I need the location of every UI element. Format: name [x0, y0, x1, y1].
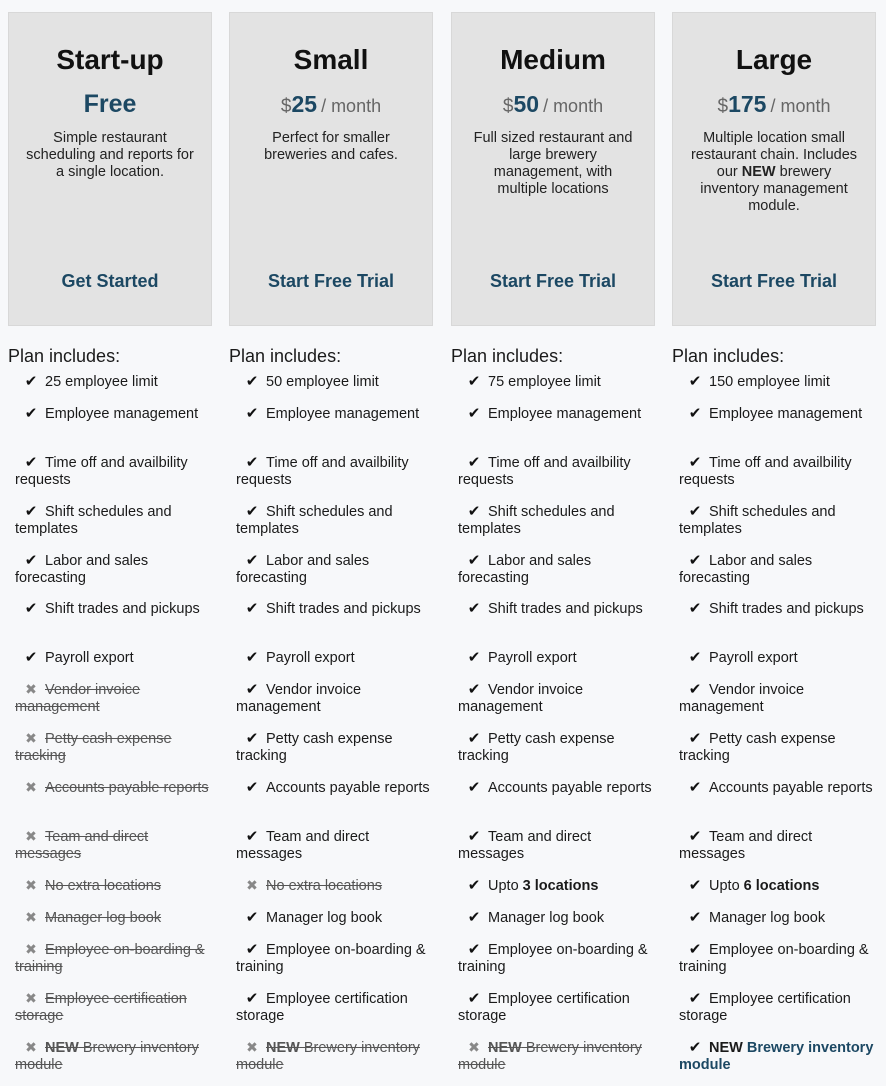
- new-badge-text: NEW: [709, 1040, 743, 1056]
- feature-item: [679, 828, 879, 863]
- feature-item: [458, 779, 658, 797]
- feature-item: [15, 405, 215, 423]
- check-icon: ✔: [24, 405, 38, 422]
- feature-item: [458, 730, 658, 765]
- plan-name: Large: [735, 44, 813, 75]
- feature-highlight: 6 locations: [743, 878, 820, 894]
- feature-text: [45, 650, 134, 666]
- plan-card: [8, 12, 212, 326]
- feature-label: Brewery inventory module: [236, 1040, 420, 1073]
- feature-label: Payroll export: [488, 650, 577, 666]
- feature-text: [45, 374, 158, 390]
- price-free: Free: [83, 90, 137, 118]
- feature-item: [679, 373, 879, 391]
- feature-text: [266, 650, 355, 666]
- check-icon: ✔: [467, 405, 481, 422]
- feature-label: Employee on-boarding & training: [236, 942, 426, 975]
- price-period: / month: [543, 96, 604, 116]
- feature-label: Team and direct messages: [679, 829, 813, 862]
- check-icon: ✔: [245, 730, 259, 747]
- cross-icon: ✖: [25, 990, 37, 1006]
- feature-label: Labor and sales forecasting: [458, 553, 592, 586]
- feature-label: 25 employee limit: [45, 374, 158, 390]
- feature-label: Manager log book: [709, 910, 826, 926]
- feature-text: [709, 910, 825, 926]
- feature-label: Time off and availbility requests: [679, 455, 852, 488]
- check-icon: ✔: [467, 600, 481, 617]
- feature-label: Time off and availbility requests: [15, 455, 188, 488]
- plan-name: Medium: [500, 44, 606, 75]
- feature-item: [458, 373, 658, 391]
- feature-label: Shift schedules and templates: [679, 504, 836, 537]
- feature-item: [15, 909, 215, 927]
- feature-label: No extra locations: [266, 878, 383, 894]
- feature-label: Shift trades and pickups: [488, 601, 643, 617]
- feature-label: Time off and availbility requests: [236, 455, 409, 488]
- price-currency: $: [717, 96, 729, 117]
- feature-text: [709, 780, 873, 796]
- plan-card: [672, 12, 876, 326]
- feature-text: [45, 406, 198, 422]
- feature-text: [266, 878, 382, 894]
- feature-item: [236, 941, 436, 976]
- feature-label: Labor and sales forecasting: [15, 553, 149, 586]
- new-badge-text: NEW: [488, 1040, 522, 1056]
- feature-label: Employee certification storage: [236, 991, 408, 1024]
- feature-item: [236, 877, 436, 895]
- feature-label: Manager log book: [45, 910, 162, 926]
- price-amount: 25: [291, 91, 318, 117]
- feature-text: [458, 991, 630, 1024]
- check-icon: ✔: [467, 373, 481, 390]
- plan-description-text: brewery inventory management module.: [700, 164, 848, 214]
- plan-price: [9, 87, 211, 125]
- plan-name: Small: [293, 44, 369, 75]
- new-badge-text: NEW: [266, 1040, 300, 1056]
- price-period: / month: [770, 96, 831, 116]
- price-amount: 175: [728, 91, 767, 117]
- plan-description: [689, 130, 859, 215]
- check-icon: ✔: [688, 454, 702, 471]
- feature-label: Labor and sales forecasting: [679, 553, 813, 586]
- check-icon: ✔: [688, 681, 702, 698]
- feature-label: Petty cash expense tracking: [458, 731, 615, 764]
- feature-item: [15, 730, 215, 765]
- plan-card: [451, 12, 655, 326]
- feature-item: [236, 730, 436, 765]
- check-icon: ✔: [688, 405, 702, 422]
- feature-text: [488, 910, 604, 926]
- feature-text: [45, 910, 161, 926]
- feature-text: [709, 374, 830, 390]
- check-icon: ✔: [467, 503, 481, 520]
- feature-item: [15, 503, 215, 538]
- feature-label: Petty cash expense tracking: [236, 731, 393, 764]
- check-icon: ✔: [245, 909, 259, 926]
- feature-label: Payroll export: [45, 650, 134, 666]
- feature-item: [458, 877, 658, 895]
- feature-label: No extra locations: [45, 878, 162, 894]
- feature-item: [236, 1039, 436, 1074]
- price-currency: $: [280, 96, 292, 117]
- start-free-trial-button[interactable]: Start Free Trial: [489, 271, 617, 291]
- check-icon: ✔: [467, 681, 481, 698]
- check-icon: ✔: [688, 552, 702, 569]
- feature-item: [458, 649, 658, 667]
- cross-icon: ✖: [246, 1039, 258, 1055]
- check-icon: ✔: [467, 828, 481, 845]
- feature-item: [679, 600, 879, 618]
- price-amount: 50: [513, 91, 540, 117]
- feature-text: [679, 942, 869, 975]
- check-icon: ✔: [245, 405, 259, 422]
- feature-item: [236, 552, 436, 587]
- feature-label: Employee management: [709, 406, 863, 422]
- cross-icon: ✖: [25, 941, 37, 957]
- start-free-trial-button[interactable]: Start Free Trial: [267, 271, 395, 291]
- feature-text: [236, 942, 426, 975]
- feature-text: [488, 780, 652, 796]
- check-icon: ✔: [688, 373, 702, 390]
- check-icon: ✔: [245, 941, 259, 958]
- feature-label: Shift schedules and templates: [458, 504, 615, 537]
- check-icon: ✔: [688, 909, 702, 926]
- feature-item: [458, 909, 658, 927]
- feature-text: [15, 455, 188, 488]
- check-icon: ✔: [245, 681, 259, 698]
- feature-label: Shift schedules and templates: [15, 504, 172, 537]
- feature-item: [15, 681, 215, 716]
- cross-icon: ✖: [25, 681, 37, 697]
- feature-text: [45, 601, 200, 617]
- feature-text: [266, 406, 419, 422]
- feature-item: [15, 649, 215, 667]
- feature-text: [488, 374, 601, 390]
- new-badge-text: NEW: [741, 164, 776, 180]
- cross-icon: ✖: [25, 828, 37, 844]
- feature-text: [45, 780, 209, 796]
- feature-text: [236, 455, 409, 488]
- check-icon: ✔: [245, 503, 259, 520]
- feature-item: [679, 779, 879, 797]
- feature-label: Team and direct messages: [236, 829, 370, 862]
- feature-label: Shift schedules and templates: [236, 504, 393, 537]
- plan-name: Start-up: [56, 44, 164, 75]
- check-icon: ✔: [24, 552, 38, 569]
- check-icon: ✔: [688, 503, 702, 520]
- cross-icon: ✖: [25, 1039, 37, 1055]
- cross-icon: ✖: [25, 730, 37, 746]
- feature-label: Employee certification storage: [15, 991, 187, 1024]
- feature-item: [15, 454, 215, 489]
- plan-description: Perfect for smaller breweries and cafes.: [264, 130, 398, 163]
- check-icon: ✔: [245, 373, 259, 390]
- check-icon: ✔: [688, 877, 702, 894]
- feature-item: [15, 779, 215, 797]
- check-icon: ✔: [688, 649, 702, 666]
- feature-item: [15, 877, 215, 895]
- feature-label: Team and direct messages: [15, 829, 149, 862]
- feature-label: Vendor invoice management: [15, 682, 141, 715]
- feature-highlight: 3 locations: [522, 878, 599, 894]
- feature-item: [236, 503, 436, 538]
- feature-text: [45, 878, 161, 894]
- feature-label: Employee on-boarding & training: [679, 942, 869, 975]
- plan-price: [673, 87, 875, 125]
- feature-label: Vendor invoice management: [236, 682, 362, 715]
- feature-label: Payroll export: [709, 650, 798, 666]
- check-icon: ✔: [245, 828, 259, 845]
- feature-item: [15, 600, 215, 618]
- feature-item: [458, 552, 658, 587]
- feature-text: [488, 406, 641, 422]
- check-icon: ✔: [688, 941, 702, 958]
- feature-highlight: Brewery inventory module: [679, 1040, 874, 1073]
- check-icon: ✔: [688, 990, 702, 1007]
- check-icon: ✔: [24, 649, 38, 666]
- plan-includes-title: Plan includes:: [229, 346, 342, 366]
- feature-text: [236, 991, 408, 1024]
- plan-includes-title: Plan includes:: [672, 346, 785, 366]
- feature-label: Accounts payable reports: [45, 780, 209, 796]
- feature-label: Accounts payable reports: [488, 780, 652, 796]
- feature-text: [709, 650, 798, 666]
- check-icon: ✔: [467, 990, 481, 1007]
- feature-label: 50 employee limit: [266, 374, 379, 390]
- check-icon: ✔: [467, 779, 481, 796]
- feature-label: Employee on-boarding & training: [15, 942, 205, 975]
- feature-label: 150 employee limit: [709, 374, 830, 390]
- feature-label: Employee management: [45, 406, 199, 422]
- feature-label: Shift trades and pickups: [709, 601, 864, 617]
- feature-label: Petty cash expense tracking: [15, 731, 172, 764]
- feature-text: [15, 942, 205, 975]
- check-icon: ✔: [245, 600, 259, 617]
- feature-item: [679, 681, 879, 716]
- feature-item: [679, 909, 879, 927]
- cross-icon: ✖: [25, 909, 37, 925]
- plan-price: [230, 87, 432, 125]
- check-icon: ✔: [688, 730, 702, 747]
- feature-item: [679, 552, 879, 587]
- feature-label: Payroll export: [266, 650, 355, 666]
- feature-text: [266, 910, 382, 926]
- plan-includes-title: Plan includes:: [8, 346, 121, 366]
- feature-item: [236, 779, 436, 797]
- feature-item: [236, 681, 436, 716]
- feature-item: [458, 681, 658, 716]
- feature-text: [679, 1040, 873, 1073]
- feature-item: [458, 405, 658, 423]
- feature-item: [679, 1039, 879, 1074]
- feature-item: [679, 454, 879, 489]
- feature-label: Shift trades and pickups: [45, 601, 200, 617]
- check-icon: ✔: [688, 779, 702, 796]
- check-icon: ✔: [245, 552, 259, 569]
- feature-label: Accounts payable reports: [709, 780, 873, 796]
- feature-item: [15, 1039, 215, 1074]
- check-icon: ✔: [467, 649, 481, 666]
- feature-text: [458, 1040, 642, 1073]
- feature-text: [709, 601, 864, 617]
- feature-label: Upto: [488, 878, 523, 894]
- feature-item: [679, 503, 879, 538]
- feature-label: 75 employee limit: [488, 374, 601, 390]
- feature-text: [266, 601, 421, 617]
- check-icon: ✔: [245, 454, 259, 471]
- feature-item: [236, 454, 436, 489]
- feature-item: [458, 941, 658, 976]
- check-icon: ✔: [467, 941, 481, 958]
- check-icon: ✔: [467, 454, 481, 471]
- price-currency: $: [502, 96, 514, 117]
- feature-item: [236, 373, 436, 391]
- feature-label: Manager log book: [488, 910, 605, 926]
- feature-text: [488, 650, 577, 666]
- feature-item: [15, 828, 215, 863]
- cross-icon: ✖: [25, 779, 37, 795]
- feature-item: [15, 990, 215, 1025]
- feature-label: Employee management: [266, 406, 420, 422]
- get-started-button[interactable]: Get Started: [61, 271, 159, 291]
- feature-label: Labor and sales forecasting: [236, 553, 370, 586]
- feature-label: Accounts payable reports: [266, 780, 430, 796]
- feature-item: [236, 828, 436, 863]
- feature-text: [679, 455, 852, 488]
- plan-card: [229, 12, 433, 326]
- feature-text: [266, 780, 430, 796]
- feature-item: [679, 990, 879, 1025]
- plan-description: Simple restaurant scheduling and reports for a single location.: [26, 130, 194, 180]
- feature-text: [679, 991, 851, 1024]
- feature-label: Team and direct messages: [458, 829, 592, 862]
- plan-price: [452, 87, 654, 125]
- cross-icon: ✖: [468, 1039, 480, 1055]
- feature-item: [15, 373, 215, 391]
- feature-item: [458, 1039, 658, 1074]
- feature-text: [15, 1040, 199, 1073]
- feature-label: Vendor invoice management: [458, 682, 584, 715]
- feature-text: [458, 455, 631, 488]
- feature-item: [679, 730, 879, 765]
- feature-label: Employee certification storage: [679, 991, 851, 1024]
- feature-label: Manager log book: [266, 910, 383, 926]
- feature-label: Shift trades and pickups: [266, 601, 421, 617]
- feature-item: [679, 405, 879, 423]
- feature-item: [236, 990, 436, 1025]
- feature-item: [458, 503, 658, 538]
- check-icon: ✔: [24, 454, 38, 471]
- feature-item: [679, 649, 879, 667]
- feature-item: [458, 454, 658, 489]
- feature-item: [236, 909, 436, 927]
- check-icon: ✔: [245, 779, 259, 796]
- feature-item: [679, 941, 879, 976]
- check-icon: ✔: [245, 649, 259, 666]
- plan-includes-title: Plan includes:: [451, 346, 564, 366]
- check-icon: ✔: [24, 600, 38, 617]
- cross-icon: ✖: [25, 877, 37, 893]
- feature-item: [15, 941, 215, 976]
- feature-text: [488, 878, 598, 894]
- feature-text: [709, 406, 862, 422]
- feature-label: Vendor invoice management: [679, 682, 805, 715]
- feature-item: [15, 552, 215, 587]
- feature-item: [458, 828, 658, 863]
- check-icon: ✔: [24, 373, 38, 390]
- check-icon: ✔: [467, 730, 481, 747]
- feature-text: [15, 991, 187, 1024]
- check-icon: ✔: [688, 600, 702, 617]
- check-icon: ✔: [467, 909, 481, 926]
- check-icon: ✔: [688, 1039, 702, 1056]
- feature-label: Brewery inventory module: [15, 1040, 199, 1073]
- cross-icon: ✖: [246, 877, 258, 893]
- check-icon: ✔: [688, 828, 702, 845]
- feature-label: Employee on-boarding & training: [458, 942, 648, 975]
- feature-text: [488, 601, 643, 617]
- plan-description-text: Multiple location small restaurant chain. Includes our: [690, 130, 858, 180]
- check-icon: ✔: [24, 503, 38, 520]
- feature-item: [236, 405, 436, 423]
- feature-item: [458, 990, 658, 1025]
- feature-text: [458, 942, 648, 975]
- feature-label: Employee certification storage: [458, 991, 630, 1024]
- feature-text: [266, 374, 379, 390]
- feature-label: Brewery inventory module: [458, 1040, 642, 1073]
- feature-label: Time off and availbility requests: [458, 455, 631, 488]
- plan-description: Full sized restaurant and large brewery management, with multiple locations: [473, 130, 633, 197]
- feature-label: Petty cash expense tracking: [679, 731, 836, 764]
- check-icon: ✔: [467, 552, 481, 569]
- feature-item: [236, 600, 436, 618]
- feature-item: [458, 600, 658, 618]
- new-badge-text: NEW: [45, 1040, 79, 1056]
- check-icon: ✔: [245, 990, 259, 1007]
- feature-label: Employee management: [488, 406, 642, 422]
- price-period: / month: [321, 96, 382, 116]
- start-free-trial-button[interactable]: Start Free Trial: [710, 271, 838, 291]
- feature-text: [709, 878, 819, 894]
- feature-text: [236, 1040, 420, 1073]
- feature-item: [679, 877, 879, 895]
- feature-item: [236, 649, 436, 667]
- feature-label: Upto: [709, 878, 744, 894]
- check-icon: ✔: [467, 877, 481, 894]
